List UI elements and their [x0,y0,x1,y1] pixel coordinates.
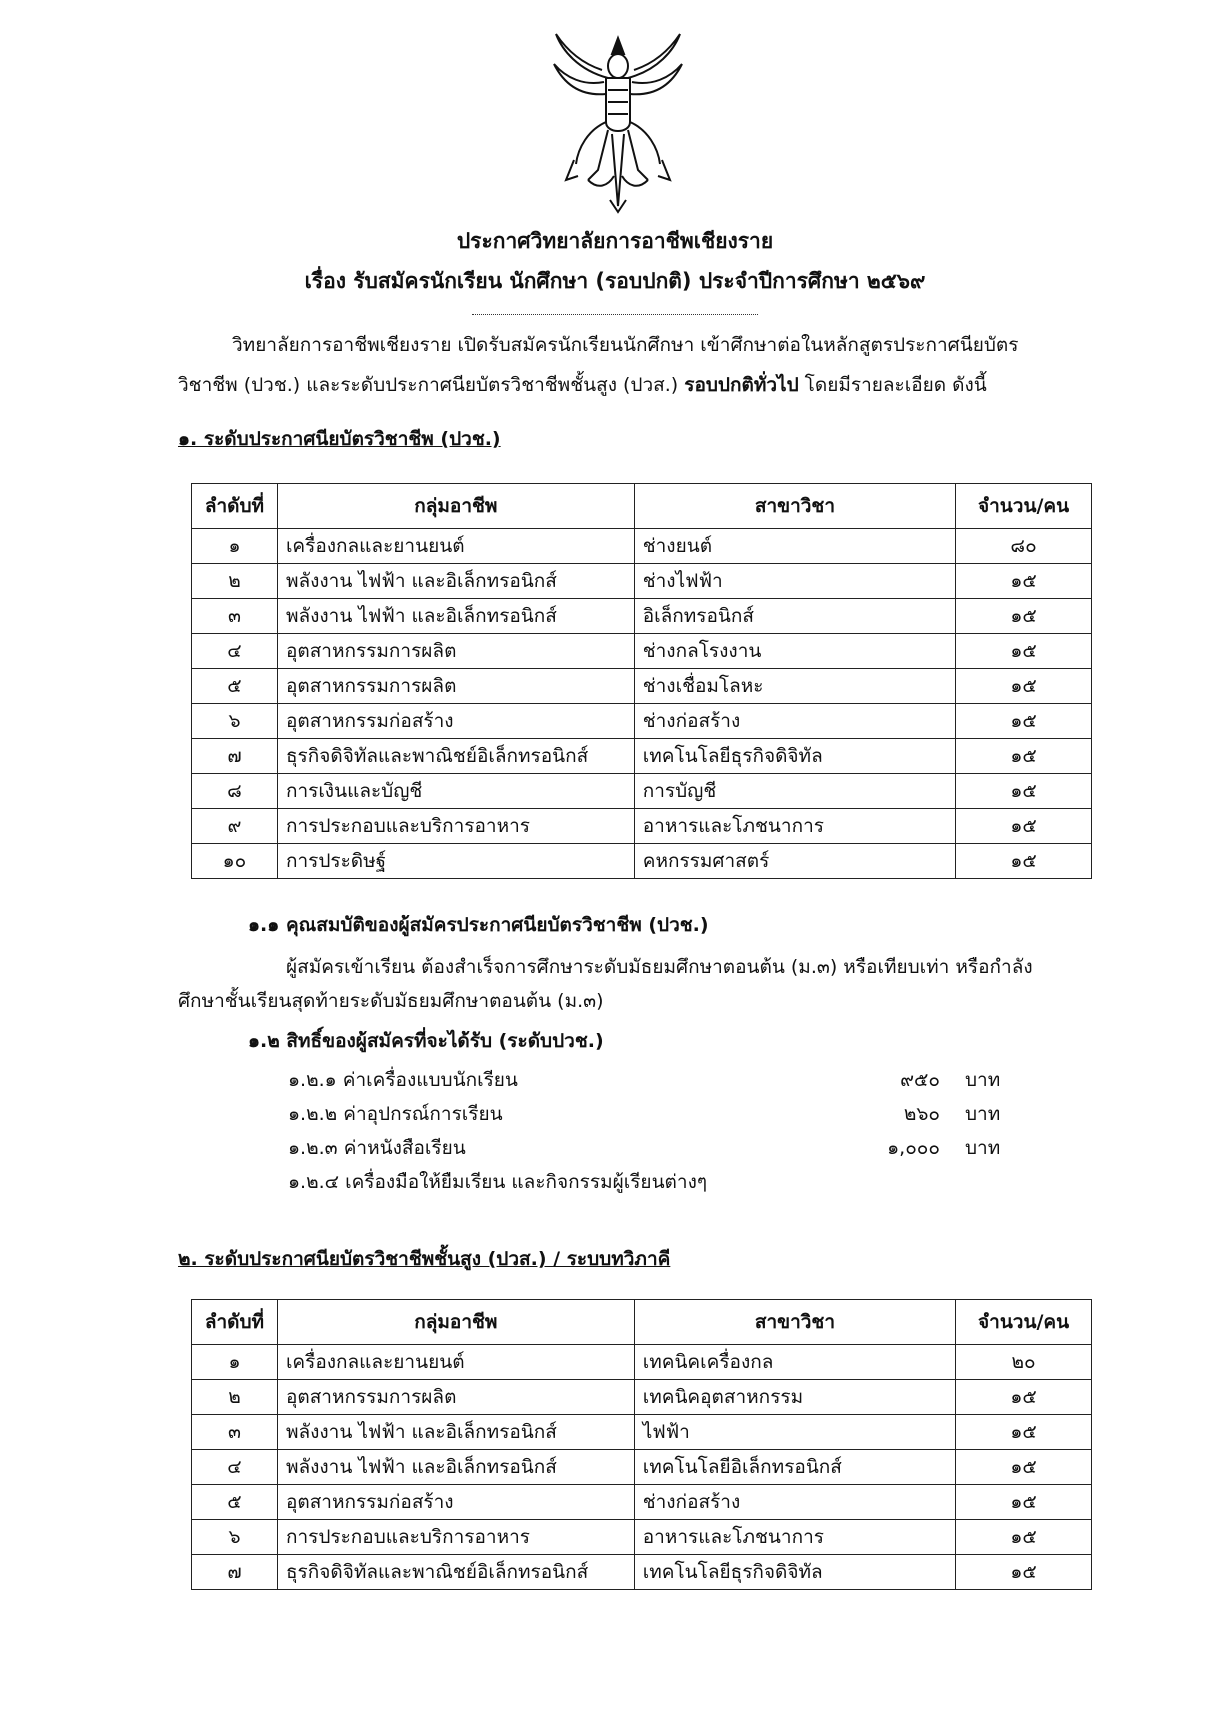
row-group: เครื่องกลและยานยนต์ [277,1345,634,1380]
row-group: พลังงาน ไฟฟ้า และอิเล็กทรอนิกส์ [277,1450,634,1485]
intro-line-2 [178,364,987,406]
table-row [192,844,1092,879]
row-number: ๘ [192,774,278,809]
header-count: จำนวน/คน [956,1300,1092,1345]
table-row [192,1380,1092,1415]
row-number: ๔ [192,1450,278,1485]
row-number: ๒ [192,564,278,599]
header-major: สาขาวิชา [634,484,955,529]
row-count: ๑๕ [956,809,1092,844]
benefit-unit: บาท [965,1103,1001,1125]
row-major: ช่างเชื่อมโลหะ [634,669,955,704]
row-group: อุตสาหกรรมก่อสร้าง [277,704,634,739]
row-count: ๑๕ [956,1450,1092,1485]
section1-table [191,483,1092,879]
row-group: พลังงาน ไฟฟ้า และอิเล็กทรอนิกส์ [277,599,634,634]
table-row [192,1415,1092,1450]
table-row [192,1485,1092,1520]
row-number: ๗ [192,1555,278,1590]
header-order: ลำดับที่ [192,1300,278,1345]
row-major: เทคโนโลยีธุรกิจดิจิทัล [634,1555,955,1590]
table-row [192,1520,1092,1555]
header-group: กลุ่มอาชีพ [277,1300,634,1345]
row-major: เทคนิคเครื่องกล [634,1345,955,1380]
title-divider [472,314,758,315]
table-row [192,1450,1092,1485]
table-row [192,634,1092,669]
row-count: ๑๕ [956,669,1092,704]
benefit-unit: บาท [965,1069,1001,1091]
row-group: อุตสาหกรรมการผลิต [277,1380,634,1415]
row-number: ๙ [192,809,278,844]
intro-text-bold: รอบปกติทั่วไป [684,374,799,396]
announcement-subject: เรื่อง รับสมัครนักเรียน นักศึกษา (รอบปกติ) ประจำปีการศึกษา ๒๕๖๙ [304,269,926,293]
row-count: ๑๕ [956,704,1092,739]
table-row [192,774,1092,809]
row-number: ๕ [192,1485,278,1520]
row-major: เทคนิคอุตสาหกรรม [634,1380,955,1415]
row-group: พลังงาน ไฟฟ้า และอิเล็กทรอนิกส์ [277,564,634,599]
header-group: กลุ่มอาชีพ [277,484,634,529]
row-count: ๑๕ [956,1520,1092,1555]
table-row [192,739,1092,774]
benefit-label: ๑.๒.๑ ค่าเครื่องแบบนักเรียน [288,1069,518,1091]
row-count: ๒๐ [956,1345,1092,1380]
intro-text-b: โดยมีรายละเอียด ดังนี้ [798,374,987,396]
row-major: ช่างก่อสร้าง [634,1485,955,1520]
benefit-label: ๑.๒.๔ เครื่องมือให้ยืมเรียน และกิจกรรมผู้เรียนต่างๆ [288,1171,708,1193]
row-count: ๑๕ [956,1380,1092,1415]
table-header-row [192,1300,1092,1345]
table-row [192,809,1092,844]
row-major: อิเล็กทรอนิกส์ [634,599,955,634]
row-group: อุตสาหกรรมก่อสร้าง [277,1485,634,1520]
table-row [192,1345,1092,1380]
row-count: ๑๕ [956,844,1092,879]
qualification-line-2: ศึกษาชั้นเรียนสุดท้ายระดับมัธยมศึกษาตอนต้น (ม.๓) [178,990,604,1012]
row-group: การประกอบและบริการอาหาร [277,1520,634,1555]
benefit-label: ๑.๒.๓ ค่าหนังสือเรียน [288,1137,466,1159]
header-major: สาขาวิชา [634,1300,955,1345]
row-group: เครื่องกลและยานยนต์ [277,529,634,564]
row-group: การประกอบและบริการอาหาร [277,809,634,844]
row-number: ๑ [192,529,278,564]
benefit-amount: ๙๕๐ [900,1069,940,1091]
table-row [192,1555,1092,1590]
header-count: จำนวน/คน [956,484,1092,529]
row-number: ๓ [192,599,278,634]
row-major: อาหารและโภชนาการ [634,1520,955,1555]
row-count: ๑๕ [956,564,1092,599]
row-group: ธุรกิจดิจิทัลและพาณิชย์อิเล็กทรอนิกส์ [277,739,634,774]
row-count: ๑๕ [956,739,1092,774]
row-major: ไฟฟ้า [634,1415,955,1450]
intro-text-a: วิชาชีพ (ปวช.) และระดับประกาศนียบัตรวิชาชีพชั้นสูง (ปวส.) [178,374,685,396]
row-number: ๑๐ [192,844,278,879]
row-major: อาหารและโภชนาการ [634,809,955,844]
benefits-heading: ๑.๒ สิทธิ์ของผู้สมัครที่จะได้รับ (ระดับปวช.) [248,1030,604,1052]
section2-heading: ๒. ระดับประกาศนียบัตรวิชาชีพชั้นสูง (ปวส.) / ระบบทวิภาคี [178,1248,671,1270]
row-number: ๒ [192,1380,278,1415]
section2-table [191,1299,1092,1590]
row-major: ช่างไฟฟ้า [634,564,955,599]
row-number: ๕ [192,669,278,704]
table-row [192,564,1092,599]
benefit-label: ๑.๒.๒ ค่าอุปกรณ์การเรียน [288,1103,503,1125]
row-number: ๖ [192,1520,278,1555]
qualification-heading: ๑.๑ คุณสมบัติของผู้สมัครประกาศนียบัตรวิชาชีพ (ปวช.) [248,914,709,936]
row-major: การบัญชี [634,774,955,809]
announcement-title: ประกาศวิทยาลัยการอาชีพเชียงราย [456,229,774,253]
row-major: ช่างกลโรงงาน [634,634,955,669]
row-major: เทคโนโลยีอิเล็กทรอนิกส์ [634,1450,955,1485]
benefit-item [0,1132,1230,1164]
row-group: อุตสาหกรรมการผลิต [277,669,634,704]
row-count: ๑๕ [956,1415,1092,1450]
benefit-item [0,1166,1230,1198]
row-group: การเงินและบัญชี [277,774,634,809]
benefit-item [0,1098,1230,1130]
benefit-item [0,1064,1230,1096]
row-count: ๑๕ [956,1485,1092,1520]
benefit-unit: บาท [965,1137,1001,1159]
row-number: ๓ [192,1415,278,1450]
table-row [192,599,1092,634]
section1-heading: ๑. ระดับประกาศนียบัตรวิชาชีพ (ปวช.) [178,428,501,450]
row-group: การประดิษฐ์ [277,844,634,879]
row-major: ช่างก่อสร้าง [634,704,955,739]
table-row [192,529,1092,564]
header-order: ลำดับที่ [192,484,278,529]
garuda-emblem-icon [548,30,688,216]
row-count: ๑๕ [956,774,1092,809]
benefit-amount: ๒๖๐ [903,1103,940,1125]
row-group: ธุรกิจดิจิทัลและพาณิชย์อิเล็กทรอนิกส์ [277,1555,634,1590]
row-group: พลังงาน ไฟฟ้า และอิเล็กทรอนิกส์ [277,1415,634,1450]
row-major: ช่างยนต์ [634,529,955,564]
intro-line-1: วิทยาลัยการอาชีพเชียงราย เปิดรับสมัครนักเรียนนักศึกษา เข้าศึกษาต่อในหลักสูตรประกาศนียบัตร [232,334,1019,356]
row-count: ๑๕ [956,634,1092,669]
row-count: ๑๕ [956,1555,1092,1590]
row-count: ๑๕ [956,599,1092,634]
table-row [192,704,1092,739]
row-number: ๔ [192,634,278,669]
table-header-row [192,484,1092,529]
benefit-amount: ๑,๐๐๐ [887,1137,940,1159]
row-number: ๖ [192,704,278,739]
row-group: อุตสาหกรรมการผลิต [277,634,634,669]
row-number: ๑ [192,1345,278,1380]
row-count: ๘๐ [956,529,1092,564]
row-major: เทคโนโลยีธุรกิจดิจิทัล [634,739,955,774]
qualification-line-1: ผู้สมัครเข้าเรียน ต้องสำเร็จการศึกษาระดับมัธยมศึกษาตอนต้น (ม.๓) หรือเทียบเท่า หรือกำลัง [286,956,1033,978]
row-number: ๗ [192,739,278,774]
table-row [192,669,1092,704]
row-major: คหกรรมศาสตร์ [634,844,955,879]
